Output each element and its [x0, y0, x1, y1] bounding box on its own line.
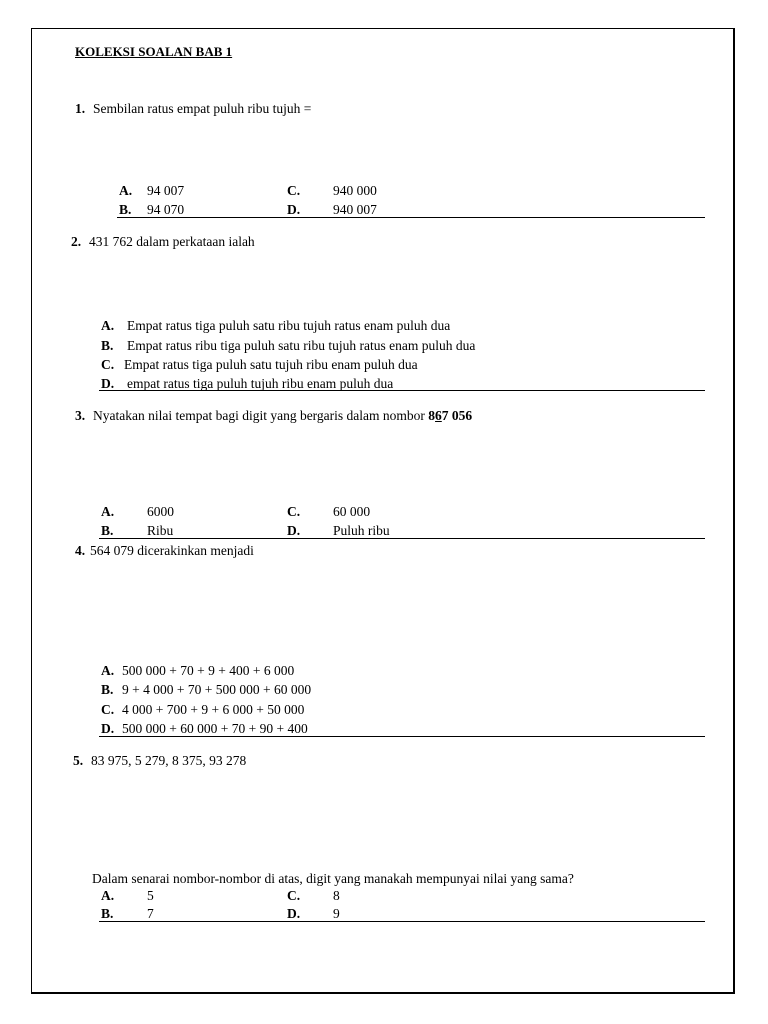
option-value-b: Ribu	[147, 523, 174, 538]
option-value-b: 9 + 4 000 + 70 + 500 000 + 60 000	[122, 682, 312, 697]
question-number: 4.	[75, 543, 86, 558]
option-value-c: Empat ratus tiga puluh satu tujuh ribu enam puluh dua	[124, 357, 418, 372]
question-number: 3.	[75, 408, 86, 423]
option-label-d: D.	[287, 906, 301, 921]
option-label-c: C.	[287, 183, 301, 198]
option-value-a: 6000	[147, 504, 174, 519]
question-text	[93, 408, 472, 424]
option-value-b: Empat ratus ribu tiga puluh satu ribu tujuh ratus enam puluh dua	[127, 338, 476, 353]
page-title: KOLEKSI SOALAN BAB 1	[75, 44, 233, 59]
option-label-d: D.	[101, 721, 115, 736]
question-divider	[99, 921, 705, 922]
option-value-c: 940 000	[333, 183, 377, 198]
question-text: 431 762 dalam perkataan ialah	[89, 234, 255, 249]
question-number: 5.	[73, 753, 84, 768]
option-label-a: A.	[119, 183, 133, 198]
option-value-d: 500 000 + 60 000 + 70 + 90 + 400	[122, 721, 308, 736]
underlined-digit: 6	[435, 408, 442, 423]
option-label-c: C.	[287, 504, 301, 519]
option-label-b: B.	[101, 682, 114, 697]
option-value-a: 500 000 + 70 + 9 + 400 + 6 000	[122, 663, 295, 678]
option-label-d: D.	[287, 202, 301, 217]
question-divider	[99, 538, 705, 539]
question-number-value	[428, 408, 472, 423]
option-value-d: empat ratus tiga puluh tujuh ribu enam puluh dua	[127, 376, 394, 391]
option-label-a: A.	[101, 504, 115, 519]
question-number: 1.	[75, 101, 86, 116]
number-part: 7 056	[441, 408, 473, 423]
question-text: 564 079 dicerakinkan menjadi	[90, 543, 254, 558]
question-divider	[117, 217, 705, 218]
option-value-c: 4 000 + 700 + 9 + 6 000 + 50 000	[122, 702, 305, 717]
option-label-b: B.	[101, 338, 114, 353]
option-label-a: A.	[101, 888, 115, 903]
option-label-d: D.	[101, 376, 115, 391]
option-value-b: 94 070	[147, 202, 185, 217]
question-number: 2.	[71, 234, 82, 249]
option-value-b: 7	[147, 906, 154, 921]
option-label-d: D.	[287, 523, 301, 538]
question-divider	[99, 390, 705, 391]
option-label-c: C.	[101, 357, 115, 372]
option-value-d: Puluh ribu	[333, 523, 390, 538]
option-label-a: A.	[101, 318, 115, 333]
option-value-d: 940 007	[333, 202, 377, 217]
question-text-body: Nyatakan nilai tempat bagi digit yang bergaris dalam nombor	[93, 408, 425, 423]
option-label-a: A.	[101, 663, 115, 678]
question-text: 83 975, 5 279, 8 375, 93 278	[91, 753, 247, 768]
option-label-b: B.	[119, 202, 132, 217]
option-value-a: 5	[147, 888, 154, 903]
option-label-c: C.	[287, 888, 301, 903]
option-value-d: 9	[333, 906, 340, 921]
option-label-c: C.	[101, 702, 115, 717]
page-border	[31, 28, 735, 994]
option-value-c: 60 000	[333, 504, 371, 519]
option-label-b: B.	[101, 906, 114, 921]
number-part: 8	[428, 408, 436, 423]
question-prompt: Dalam senarai nombor-nombor di atas, digit yang manakah mempunyai nilai yang sama?	[92, 871, 574, 886]
option-value-a: 94 007	[147, 183, 185, 198]
question-text: Sembilan ratus empat puluh ribu tujuh =	[93, 101, 312, 116]
option-label-b: B.	[101, 523, 114, 538]
question-divider	[99, 736, 705, 737]
option-value-a: Empat ratus tiga puluh satu ribu tujuh ratus enam puluh dua	[127, 318, 451, 333]
option-value-c: 8	[333, 888, 340, 903]
